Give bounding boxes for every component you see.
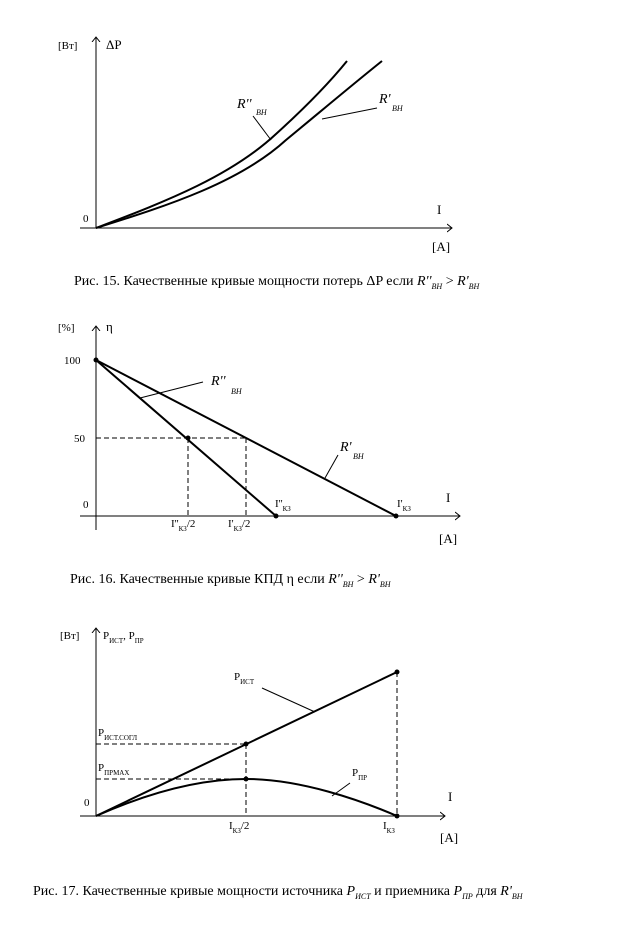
- fig16-label-r1-sub: ВН: [353, 452, 364, 461]
- fig16-label-r2: R'': [211, 374, 226, 389]
- fig17-point-prmax: [244, 777, 249, 782]
- fig16-label-r1: R': [340, 440, 352, 455]
- fig16-point-start: [94, 358, 99, 363]
- fig16-point-end-r2: [274, 514, 279, 519]
- fig16-zero: 0: [83, 499, 89, 511]
- fig15-caption: Рис. 15. Качественные кривые мощности потерь ΔP если $R''_{ВН} > R'_{ВН}$: [74, 274, 480, 291]
- fig15-x-label: I: [437, 202, 442, 217]
- fig17-label-p-ist: $P_{ИСТ}$: [234, 671, 255, 686]
- fig16-tick-100: 100: [64, 355, 81, 367]
- fig17-point-pr-end: [395, 814, 400, 819]
- fig16-point-half-r2: [186, 436, 191, 441]
- figure-15: [58, 37, 481, 291]
- fig17-x-unit: [A]: [440, 830, 459, 845]
- fig15-x-unit: [A]: [432, 239, 451, 254]
- fig17-zero: 0: [84, 797, 90, 809]
- fig15-label-r2-sub: ВН: [256, 108, 267, 117]
- fig17-caption: Рис. 17. Качественные кривые мощности источника $P_{ИСТ}$ и приемника $P_{ПР}$ для $R'_{ВН}$: [33, 884, 523, 901]
- fig16-label-r2-sub: ВН: [231, 387, 242, 396]
- fig17-point-ist-sogl: [244, 742, 249, 747]
- fig15-y-label: ΔP: [106, 37, 122, 52]
- figure-17: [33, 628, 524, 901]
- fig17-leader-p-ist: [262, 688, 315, 712]
- fig15-curve-r2: [96, 61, 347, 228]
- fig15-label-r1: R': [379, 92, 391, 107]
- fig16-y-label: η: [106, 319, 113, 334]
- fig16-tick-50: 50: [74, 433, 85, 445]
- fig16-end-label-r2: $I''_{КЗ}$: [275, 498, 291, 513]
- fig17-x-label: I: [448, 789, 453, 804]
- fig17-label-ist-sogl: $P_{ИСТ.СОГЛ}$: [98, 727, 138, 742]
- fig15-leader-r1: [322, 108, 377, 119]
- fig16-caption: Рис. 16. Качественные кривые КПД η если $R''_{ВН} > R'_{ВН}$: [70, 572, 391, 589]
- fig15-zero: 0: [83, 213, 89, 225]
- fig17-label-prmax: $P_{ПРMAX}$: [98, 762, 130, 777]
- fig16-y-unit: [%]: [58, 322, 75, 334]
- fig16-leader-r2: [140, 382, 203, 398]
- fig17-y-unit: [Вт]: [60, 630, 80, 642]
- fig15-curve-r1: [96, 61, 382, 228]
- fig17-label-p-pr: $P_{ПР}$: [352, 767, 368, 782]
- fig15-leader-r2: [253, 116, 271, 140]
- fig17-point-ist-end: [395, 670, 400, 675]
- fig16-point-end-r1: [394, 514, 399, 519]
- figure-16: [58, 319, 460, 589]
- fig15-label-r1-sub: ВН: [392, 104, 403, 113]
- fig17-leader-p-pr: [332, 783, 350, 796]
- fig17-xlabel-half: $I_{КЗ}/2$: [229, 820, 250, 835]
- fig16-xlabel-1: $I''_{КЗ}/2$: [171, 518, 196, 533]
- fig17-xlabel-end: $I_{КЗ}$: [383, 820, 395, 835]
- fig16-end-label-r1: $I'_{КЗ}$: [397, 498, 411, 513]
- fig16-xlabel-2: $I'_{КЗ}/2$: [228, 518, 251, 533]
- fig16-x-unit: [A]: [439, 531, 458, 546]
- fig16-leader-r1: [325, 455, 338, 478]
- fig15-y-unit: [Вт]: [58, 40, 78, 52]
- fig16-x-label: I: [446, 490, 451, 505]
- fig15-label-r2: R'': [237, 97, 252, 112]
- fig17-y-label: $P_{ИСТ}$, $P_{ПР}$: [103, 630, 144, 645]
